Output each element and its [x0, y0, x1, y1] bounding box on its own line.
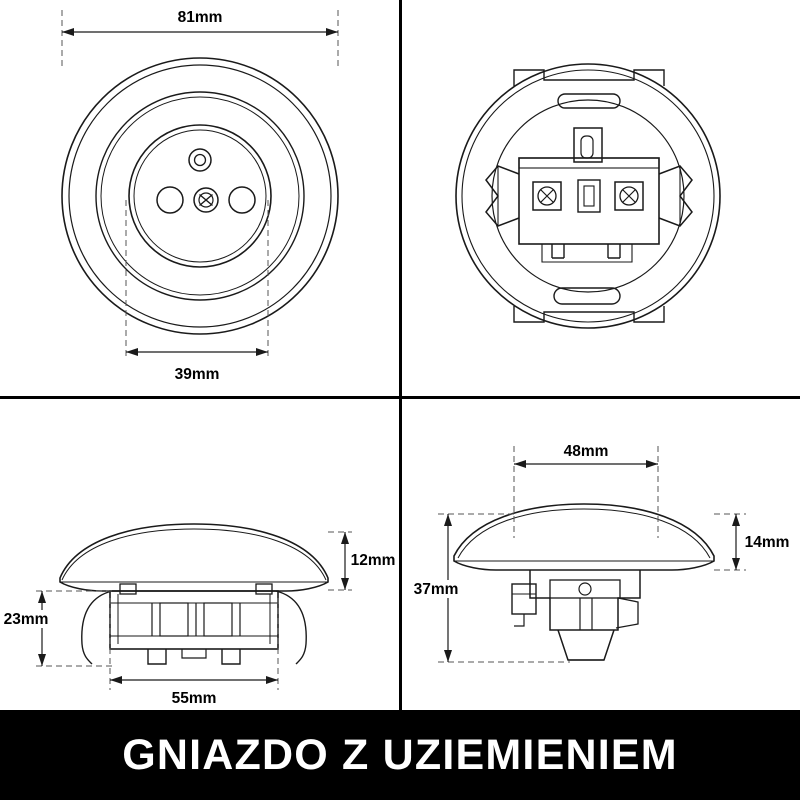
earth-pin-outer	[189, 149, 211, 171]
spring-claw-right	[276, 591, 306, 664]
body-plate-screw	[579, 583, 591, 595]
front-view-drawing	[0, 0, 400, 396]
bottom-pin-right	[222, 649, 240, 664]
front-view-panel	[0, 0, 400, 396]
screw-slot-cross	[200, 195, 213, 206]
panel-divider-vertical	[399, 0, 402, 710]
bottom-mount-plate	[514, 306, 664, 322]
arrow-bottom	[444, 650, 452, 662]
arrow-right	[266, 676, 278, 684]
arrow-right	[326, 28, 338, 36]
dimension-label-48mm: 48mm	[563, 443, 609, 460]
inner-diameter-dimension	[126, 200, 268, 356]
bottom-pin-right	[608, 244, 620, 258]
bottom-bracket	[542, 244, 632, 262]
panel-divider-horizontal	[0, 396, 800, 399]
arrow-top	[732, 514, 740, 526]
mechanism-verticals	[152, 603, 240, 636]
terminal-left-screw-cross	[541, 190, 553, 202]
dimension-label-14mm: 14mm	[744, 534, 790, 551]
contact-hole-right	[229, 187, 255, 213]
side-section-panel	[0, 398, 400, 710]
terminal-center	[578, 180, 600, 212]
mechanism-pocket-right	[204, 603, 232, 636]
claw-left	[486, 166, 519, 226]
dimension-label-55mm: 55mm	[171, 690, 217, 707]
cover-dome-inner-line	[458, 509, 710, 558]
arrow-bottom	[732, 558, 740, 570]
terminal-center-slot	[584, 186, 594, 206]
arrow-right	[646, 460, 658, 468]
spring-claw-left	[82, 591, 112, 664]
clamp-screw-left	[120, 584, 136, 594]
arrow-bottom	[38, 654, 46, 666]
bottom-pin-center	[182, 649, 206, 658]
cover-dome-outline	[60, 524, 328, 591]
dimension-label-12mm: 12mm	[350, 552, 396, 569]
arrow-left	[126, 348, 138, 356]
back-view-panel	[402, 0, 800, 396]
terminal-box-left	[512, 584, 536, 614]
arrow-left	[514, 460, 526, 468]
cover-dome-inner-line	[62, 529, 326, 580]
bottom-funnel	[558, 630, 614, 660]
mechanism-pocket-left	[160, 603, 188, 636]
arrow-right	[256, 348, 268, 356]
contact-hole-left	[157, 187, 183, 213]
dimension-label-39mm: 39mm	[174, 366, 220, 383]
top-slot-hole	[558, 94, 620, 108]
arrow-top	[38, 591, 46, 603]
back-inner-ring	[492, 100, 684, 292]
caption-text: GNIAZDO Z UZIEMIENIEM	[122, 730, 678, 779]
body-outline	[530, 570, 640, 630]
dimension-label-23mm: 23mm	[3, 611, 49, 628]
bottom-pin-left	[552, 244, 564, 258]
back-view-drawing	[402, 0, 800, 396]
caption-bar	[0, 710, 800, 800]
arrow-left	[62, 28, 74, 36]
body-height-dimension	[36, 591, 112, 666]
earth-pin-inner	[195, 155, 206, 166]
arrow-bottom	[341, 578, 349, 590]
terminal-box-left-tail	[514, 614, 524, 626]
profile-view-drawing	[402, 398, 800, 710]
arrow-left	[110, 676, 122, 684]
center-shaft	[580, 598, 592, 630]
earth-terminal-slot	[581, 136, 593, 158]
mechanism-body-top-edge	[519, 158, 659, 168]
bottom-slot-hole	[554, 288, 620, 304]
arrow-top	[341, 532, 349, 544]
earth-terminal-tower	[574, 128, 602, 162]
dimension-label-81mm: 81mm	[177, 9, 223, 26]
mechanism-block	[110, 591, 278, 649]
clamp-screw-right	[256, 584, 272, 594]
body-width-dimension	[110, 598, 278, 690]
side-section-drawing	[0, 398, 400, 710]
terminal-right-screw-cross	[623, 190, 635, 202]
bottom-pin-left	[148, 649, 166, 664]
profile-view-panel	[402, 398, 800, 710]
dimension-label-37mm: 37mm	[413, 581, 459, 598]
top-mount-plate	[514, 70, 664, 86]
arrow-top	[444, 514, 452, 526]
claw-right	[659, 166, 692, 226]
bracket-right	[616, 598, 638, 628]
